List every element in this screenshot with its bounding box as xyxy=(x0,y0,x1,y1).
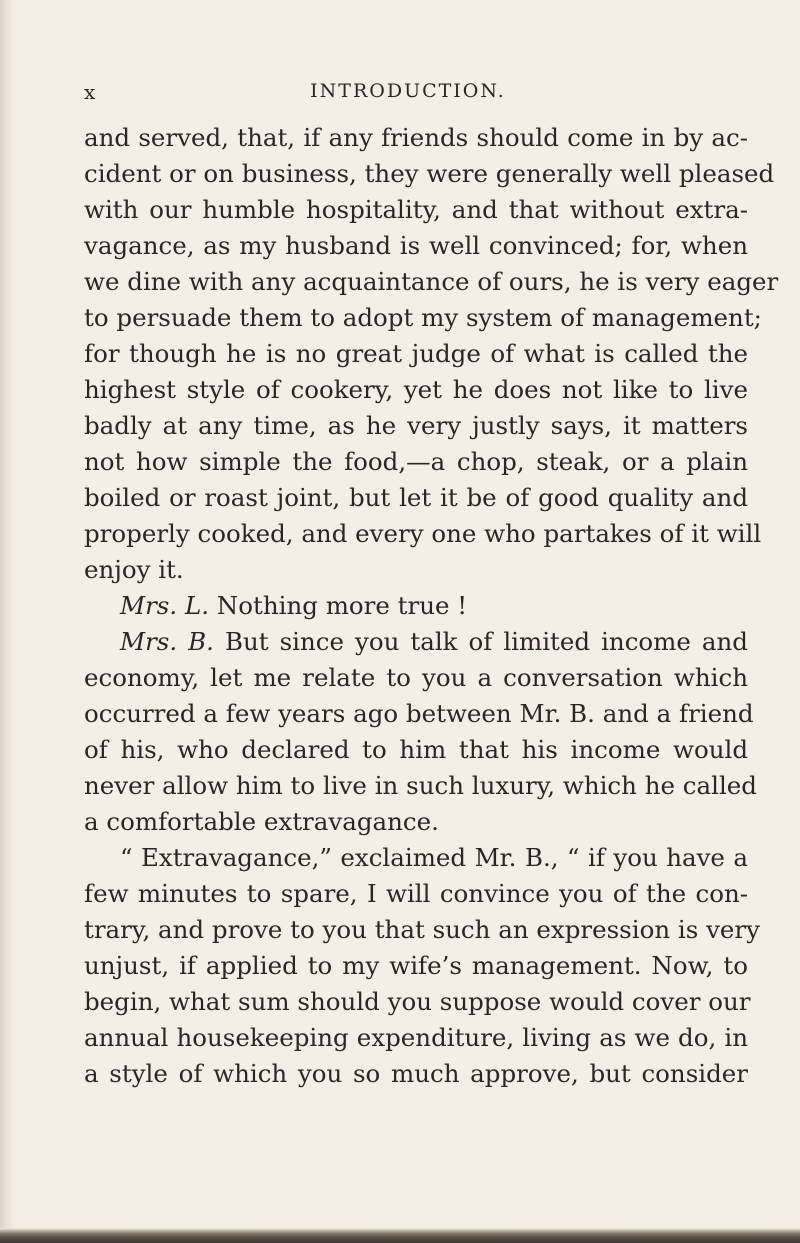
line-text: badly at any time, as he very justly says, it matters xyxy=(84,411,748,440)
text-line xyxy=(84,948,748,984)
line-text: we dine with any acquaintance of ours, he is very eager xyxy=(84,267,779,296)
line-text: properly cooked, and every one who partakes of it will xyxy=(84,519,762,548)
text-line xyxy=(84,552,748,588)
line-text: with our humble hospitality, and that without extra- xyxy=(84,195,748,224)
speaker-name: Mrs. L. xyxy=(120,591,210,620)
line-text: trary, and prove to you that such an expression is very xyxy=(84,915,760,944)
text-line xyxy=(84,696,754,732)
line-text: vagance, as my husband is well convinced; for, when xyxy=(84,231,748,260)
text-line xyxy=(84,192,748,228)
line-text: not how simple the food,—a chop, steak, or a plain xyxy=(84,447,748,476)
text-line xyxy=(84,372,748,408)
line-text: a style of which you so much approve, but consider xyxy=(84,1059,748,1088)
text-line xyxy=(84,480,748,516)
text-line xyxy=(84,876,748,912)
line-text: “ Extravagance,” exclaimed Mr. B., “ if you have a xyxy=(120,843,748,872)
line-text: annual housekeeping expenditure, living as we do, in xyxy=(84,1023,748,1052)
text-line xyxy=(84,516,762,552)
text-line xyxy=(84,768,757,804)
line-text: never allow him to live in such luxury, which he called xyxy=(84,771,757,800)
text-line xyxy=(84,300,762,336)
page-gutter-shadow xyxy=(0,0,14,1243)
running-title: INTRODUCTION. xyxy=(310,80,506,102)
text-line xyxy=(84,1056,748,1092)
text-line xyxy=(84,156,775,192)
line-text: to persuade them to adopt my system of management; xyxy=(84,303,762,332)
line-text: enjoy it. xyxy=(84,555,184,584)
text-line xyxy=(84,408,748,444)
line-text: economy, let me relate to you a conversation which xyxy=(84,663,748,692)
line-text: But since you talk of limited income and xyxy=(213,627,748,656)
line-text: highest style of cookery, yet he does not like to live xyxy=(84,375,748,404)
line-text: few minutes to spare, I will convince you of the con- xyxy=(84,879,748,908)
text-line xyxy=(84,840,748,876)
line-text: of his, who declared to him that his income would xyxy=(84,735,748,764)
speaker-name: Mrs. B. xyxy=(120,627,214,656)
text-line xyxy=(84,660,748,696)
text-line xyxy=(84,1020,748,1056)
text-line xyxy=(84,444,748,480)
line-text: for though he is no great judge of what is called the xyxy=(84,339,748,368)
text-line xyxy=(84,120,748,156)
line-text: begin, what sum should you suppose would cover our xyxy=(84,987,751,1016)
text-line xyxy=(84,984,751,1020)
text-line xyxy=(84,264,779,300)
body-text xyxy=(84,120,779,1092)
text-line xyxy=(84,336,748,372)
text-line xyxy=(84,912,760,948)
line-text: Nothing more true ! xyxy=(209,591,468,620)
line-text: cident or on business, they were generally well pleased xyxy=(84,159,775,188)
text-line xyxy=(84,804,748,840)
line-text: and served, that, if any friends should come in by ac- xyxy=(84,123,748,152)
page-header xyxy=(84,80,732,110)
line-text: boiled or roast joint, but let it be of good quality and xyxy=(84,483,748,512)
text-line xyxy=(84,588,748,624)
text-line xyxy=(84,228,748,264)
page-bottom-edge xyxy=(0,1228,800,1243)
line-text: a comfortable extravagance. xyxy=(84,807,439,836)
text-line xyxy=(84,624,748,660)
page-number: x xyxy=(84,80,97,104)
line-text: occurred a few years ago between Mr. B. and a friend xyxy=(84,699,754,728)
line-text: unjust, if applied to my wife’s management. Now, to xyxy=(84,951,748,980)
text-line xyxy=(84,732,748,768)
